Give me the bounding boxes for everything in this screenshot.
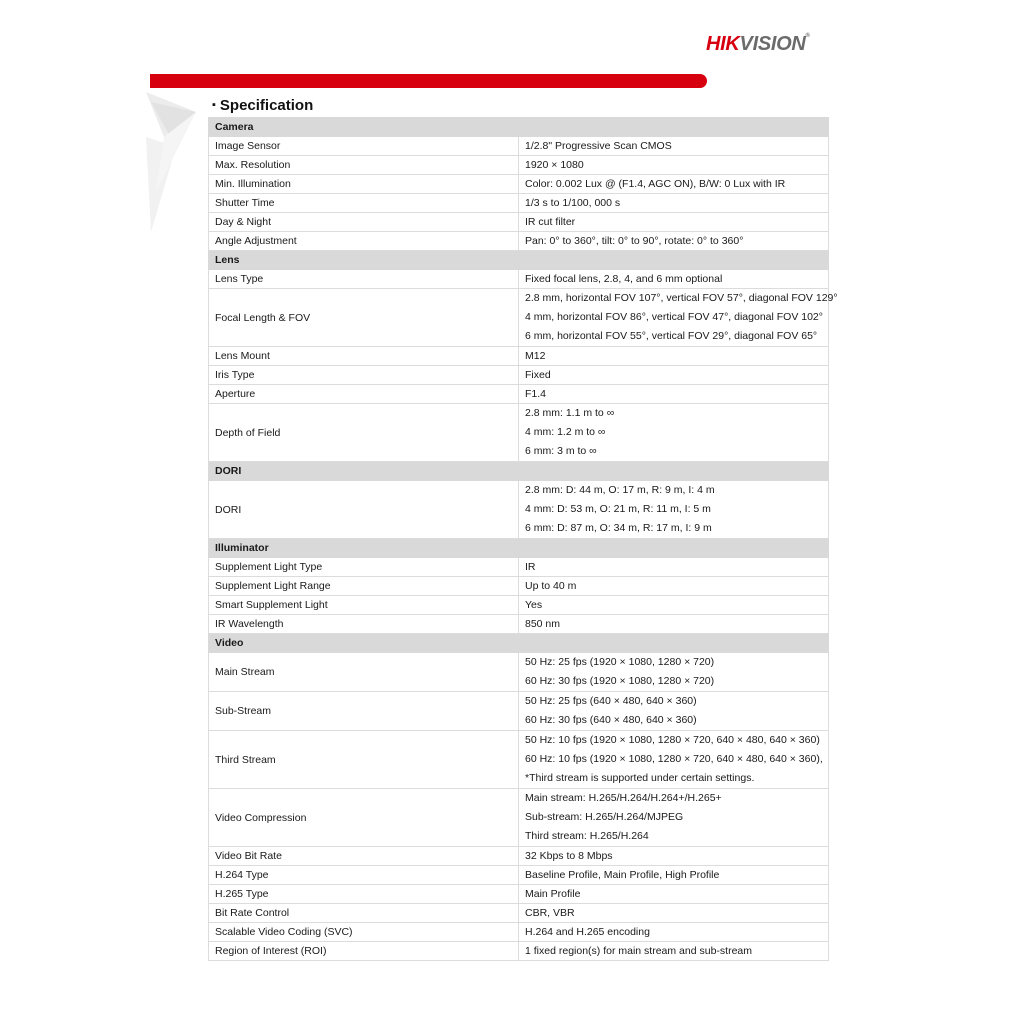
spec-label: Min. Illumination [209,175,519,194]
spec-value-line: 4 mm: D: 53 m, O: 21 m, R: 11 m, I: 5 m [525,503,711,515]
spec-value-line: Third stream: H.265/H.264 [525,830,649,842]
spec-value [519,270,829,289]
spec-label: Region of Interest (ROI) [209,942,519,961]
table-row [209,385,829,404]
table-row [209,404,829,462]
spec-value [519,347,829,366]
spec-value-line: Color: 0.002 Lux @ (F1.4, AGC ON), B/W: 0 Lux with IR [525,178,786,190]
spec-value-line: 1/2.8" Progressive Scan CMOS [525,140,672,152]
spec-value-line: Sub-stream: H.265/H.264/MJPEG [525,811,684,823]
spec-value-line: M12 [525,350,546,362]
table-row [209,692,829,731]
spec-value [519,577,829,596]
spec-value [519,558,829,577]
spec-value-line: 850 nm [525,618,561,630]
spec-table [208,117,838,961]
spec-value-line: Baseline Profile, Main Profile, High Profile [525,869,720,881]
spec-value [519,366,829,385]
spec-value [519,596,829,615]
table-row [209,885,829,904]
spec-label: Lens Mount [209,347,519,366]
spec-value-line: *Third stream is supported under certain settings. [525,772,755,784]
spec-label: IR Wavelength [209,615,519,634]
spec-value [519,175,829,194]
header-red-bar [150,74,707,88]
spec-value [519,885,829,904]
table-row [209,270,829,289]
spec-value [519,137,829,156]
table-row [209,904,829,923]
spec-value [519,904,829,923]
spec-value-line: Fixed [525,369,551,381]
spec-value-line: IR [525,561,536,573]
spec-value-line: 2.8 mm: D: 44 m, O: 17 m, R: 9 m, I: 4 m [525,484,715,496]
spec-value-line: 2.8 mm: 1.1 m to ∞ [525,407,615,419]
spec-value-line: 60 Hz: 10 fps (1920 × 1080, 1280 × 720, 640 × 480, 640 × 360), [525,753,823,765]
spec-label: Third Stream [209,731,519,789]
spec-value-line: 6 mm: 3 m to ∞ [525,445,597,457]
table-row [209,481,829,539]
table-row [209,156,829,175]
spec-value-line: IR cut filter [525,216,576,228]
spec-value-line: 1 fixed region(s) for main stream and sub-stream [525,945,753,957]
spec-value [519,615,829,634]
spec-value-line: Main stream: H.265/H.264/H.264+/H.265+ [525,792,722,804]
table-row [209,366,829,385]
spec-label: Image Sensor [209,137,519,156]
spec-label: Supplement Light Range [209,577,519,596]
spec-value [519,481,829,539]
spec-value-line: 6 mm: D: 87 m, O: 34 m, R: 17 m, I: 9 m [525,522,712,534]
spec-value-line: Main Profile [525,888,581,900]
spec-label: Main Stream [209,653,519,692]
table-row [209,596,829,615]
spec-value-line: 6 mm, horizontal FOV 55°, vertical FOV 29°, diagonal FOV 65° [525,330,818,342]
spec-value-line: 2.8 mm, horizontal FOV 107°, vertical FOV 57°, diagonal FOV 129° [525,292,838,304]
spec-value-line: 4 mm: 1.2 m to ∞ [525,426,606,438]
table-row [209,175,829,194]
spec-value-line: 1920 × 1080 [525,159,584,171]
spec-value [519,942,829,961]
spec-value-line: Pan: 0° to 360°, tilt: 0° to 90°, rotate: 0° to 360° [525,235,744,247]
table-row [209,577,829,596]
spec-label: Iris Type [209,366,519,385]
spec-value [519,692,829,731]
spec-label: DORI [209,481,519,539]
table-row [209,653,829,692]
spec-value [519,385,829,404]
spec-value [519,847,829,866]
spec-label: H.265 Type [209,885,519,904]
spec-value-line: 50 Hz: 10 fps (1920 × 1080, 1280 × 720, 640 × 480, 640 × 360) [525,734,820,746]
section-heading: Specification [219,97,314,114]
spec-label: Shutter Time [209,194,519,213]
spec-value-line: 60 Hz: 30 fps (1920 × 1080, 1280 × 720) [525,675,715,687]
spec-value-line: 50 Hz: 25 fps (640 × 480, 640 × 360) [525,695,697,707]
spec-value [519,789,829,847]
spec-value-line: Up to 40 m [525,580,577,592]
spec-label: H.264 Type [209,866,519,885]
spec-value-line: CBR, VBR [525,907,575,919]
spec-label: Depth of Field [209,404,519,462]
spec-value [519,156,829,175]
table-row [209,923,829,942]
group-title: Video [209,634,829,653]
group-header-row [209,462,829,481]
logo-text-red: HIK [706,33,740,55]
table-row [209,213,829,232]
table-row [209,866,829,885]
spec-label: Angle Adjustment [209,232,519,251]
spec-value-line: Fixed focal lens, 2.8, 4, and 6 mm optional [525,273,723,285]
spec-value [519,653,829,692]
spec-value [519,923,829,942]
spec-value [519,232,829,251]
spec-label: Day & Night [209,213,519,232]
spec-value-line: Yes [525,599,543,611]
decorative-triangles-icon [146,92,206,232]
group-header-row [209,118,829,137]
spec-label: Bit Rate Control [209,904,519,923]
group-title: Illuminator [209,539,829,558]
group-title: Lens [209,251,829,270]
spec-value [519,731,829,789]
spec-value [519,404,829,462]
group-title: DORI [209,462,829,481]
table-row [209,137,829,156]
spec-value [519,289,838,347]
spec-label: Lens Type [209,270,519,289]
spec-label: Aperture [209,385,519,404]
table-row [209,942,829,961]
spec-label: Focal Length & FOV [209,289,519,347]
spec-label: Smart Supplement Light [209,596,519,615]
table-row [209,731,829,789]
group-title: Camera [209,118,829,137]
table-row [209,289,829,347]
table-row [209,847,829,866]
spec-value-line: 50 Hz: 25 fps (1920 × 1080, 1280 × 720) [525,656,715,668]
spec-value-line: 60 Hz: 30 fps (640 × 480, 640 × 360) [525,714,697,726]
registered-mark: ® [805,33,810,39]
spec-value-line: 4 mm, horizontal FOV 86°, vertical FOV 47°, diagonal FOV 102° [525,311,823,323]
spec-label: Video Bit Rate [209,847,519,866]
group-header-row [209,634,829,653]
spec-value-line: H.264 and H.265 encoding [525,926,650,938]
spec-value [519,866,829,885]
table-row [209,789,829,847]
spec-label: Supplement Light Type [209,558,519,577]
bullet-icon: ▪ [212,99,216,111]
spec-value [519,213,829,232]
spec-value-line: F1.4 [525,388,547,400]
spec-label: Scalable Video Coding (SVC) [209,923,519,942]
logo-text-gray: VISION [739,33,806,55]
table-row [209,194,829,213]
page-title [212,97,313,114]
group-header-row [209,251,829,270]
spec-label: Video Compression [209,789,519,847]
spec-value-line: 1/3 s to 1/100, 000 s [525,197,621,209]
spec-value [519,194,829,213]
group-header-row [209,539,829,558]
table-row [209,558,829,577]
hikvision-logo [706,33,810,56]
table-row [209,347,829,366]
table-row [209,232,829,251]
table-row [209,615,829,634]
spec-value-line: 32 Kbps to 8 Mbps [525,850,613,862]
spec-label: Max. Resolution [209,156,519,175]
spec-label: Sub-Stream [209,692,519,731]
